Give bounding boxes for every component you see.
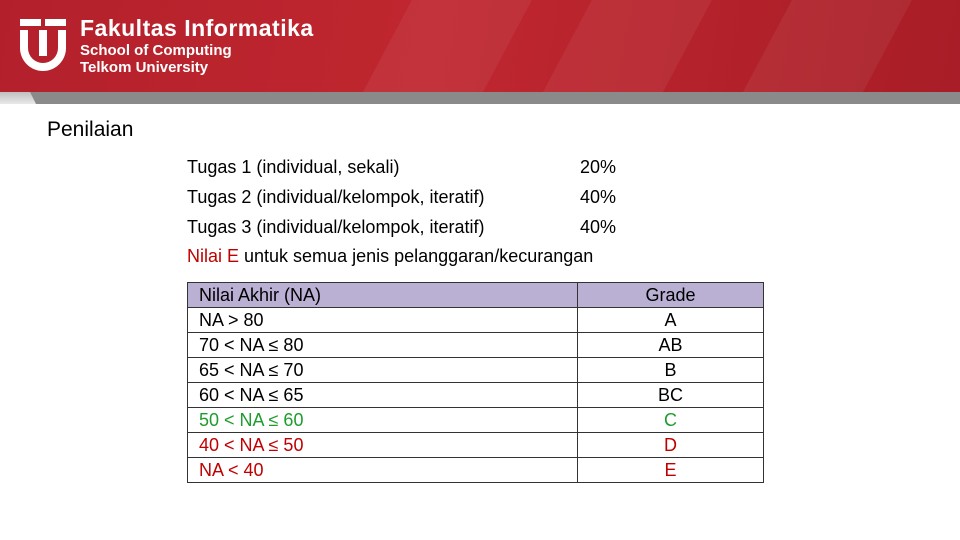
faculty-brand — [80, 14, 314, 76]
table-row — [188, 358, 764, 383]
assessment-name: Tugas 2 (individual/kelompok, iteratif) — [187, 187, 485, 207]
range-cell: 60 < NA ≤ 65 — [188, 383, 578, 408]
range-cell: NA > 80 — [188, 308, 578, 333]
school-name: School of Computing — [80, 42, 232, 59]
range-cell: 70 < NA ≤ 80 — [188, 333, 578, 358]
header-divider — [30, 92, 960, 104]
range-cell: 40 < NA ≤ 50 — [188, 433, 578, 458]
grade-cell: A — [578, 308, 764, 333]
assessment-item — [187, 212, 667, 242]
grade-cell: E — [578, 458, 764, 483]
table-row — [188, 408, 764, 433]
range-cell: 50 < NA ≤ 60 — [188, 408, 578, 433]
assessment-item — [187, 182, 667, 212]
assessment-weight: 20% — [580, 157, 617, 177]
violation-note — [187, 243, 593, 269]
range-cell: 65 < NA ≤ 70 — [188, 358, 578, 383]
faculty-name: Fakultas Informatika — [80, 15, 314, 41]
university-name: Telkom University — [80, 59, 209, 76]
table-row — [188, 383, 764, 408]
note-emphasis: Nilai E — [187, 246, 240, 266]
table-row — [188, 308, 764, 333]
grade-cell: BC — [578, 383, 764, 408]
grade-cell: C — [578, 408, 764, 433]
header-grade: Grade — [578, 283, 764, 308]
range-cell: NA < 40 — [188, 458, 578, 483]
header-banner — [0, 0, 960, 92]
grade-cell: AB — [578, 333, 764, 358]
slide-title: Penilaian — [47, 118, 134, 141]
table-row — [188, 458, 764, 483]
assessment-weight: 40% — [580, 217, 617, 237]
assessment-name: Tugas 3 (individual/kelompok, iteratif) — [187, 217, 485, 237]
header-range: Nilai Akhir (NA) — [188, 283, 578, 308]
table-row — [188, 433, 764, 458]
note-text: untuk semua jenis pelanggaran/kecurangan — [239, 246, 594, 266]
grade-cell: D — [578, 433, 764, 458]
assessment-item — [187, 152, 667, 182]
grade-table-header — [188, 283, 764, 308]
assessment-list — [187, 152, 667, 242]
grade-cell: B — [578, 358, 764, 383]
assessment-weight: 40% — [580, 187, 617, 207]
table-row — [188, 333, 764, 358]
grade-table — [187, 282, 764, 483]
assessment-name: Tugas 1 (individual, sekali) — [187, 157, 400, 177]
telkom-university-logo — [18, 16, 68, 72]
